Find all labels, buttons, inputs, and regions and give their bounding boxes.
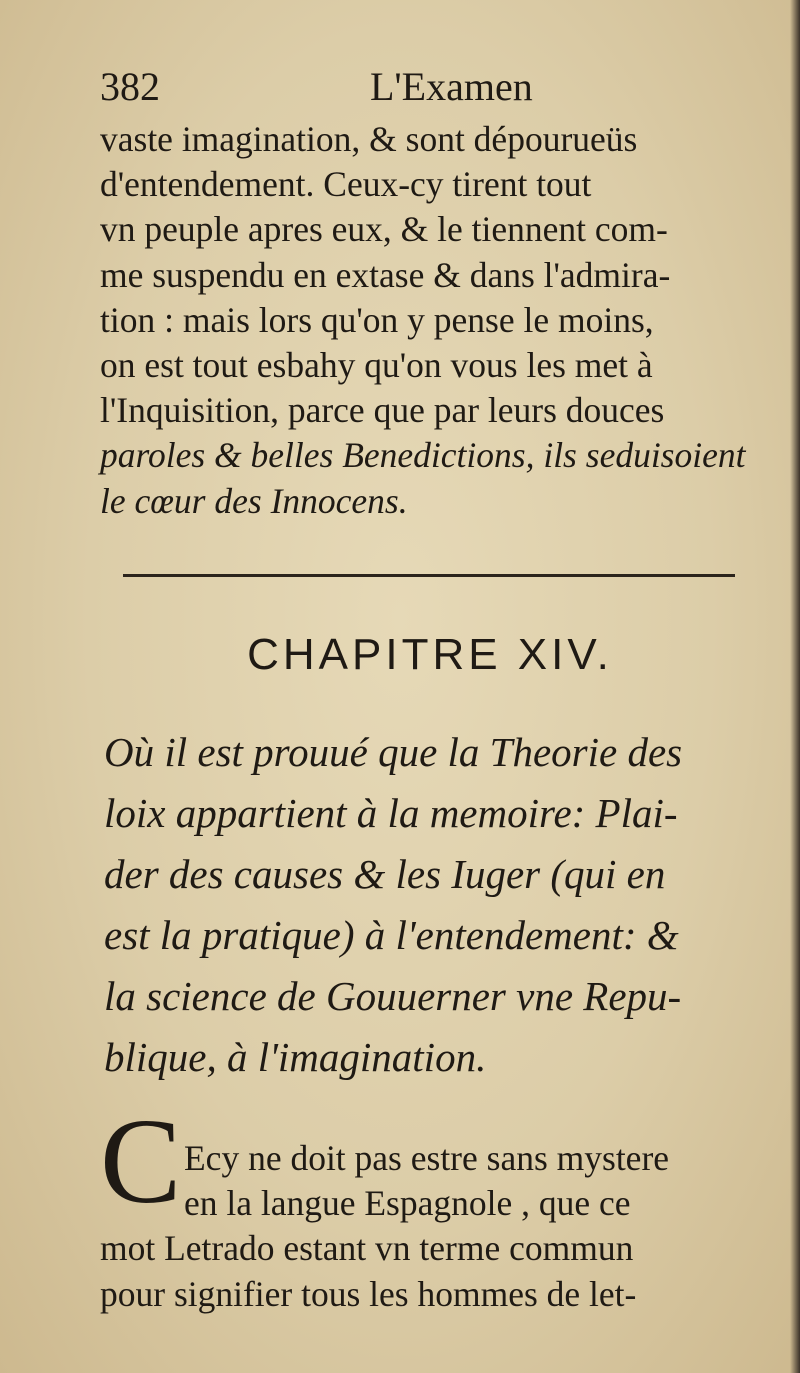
text-line: Ecy ne doit pas estre sans mystere <box>184 1138 670 1178</box>
page-edge-shadow <box>790 0 800 1373</box>
drop-cap: C <box>100 1094 182 1229</box>
text-line: paroles & belles Benedictions, ils seduisoient <box>100 435 746 476</box>
summary-line: la science de Gouuerner vne Repu- <box>104 973 682 1019</box>
summary-line: loix appartient à la memoire: Plai- <box>104 790 678 836</box>
text-line: tion : mais lors qu'on y pense le moins, <box>100 299 654 340</box>
text-line: d'entendement. Ceux-cy tirent tout <box>100 164 592 205</box>
page-number: 382 <box>100 64 160 109</box>
text-line: mot Letrado estant vn terme commun <box>100 1228 634 1269</box>
summary-line: der des causes & les Iuger (qui en <box>104 851 666 897</box>
text-line: vaste imagination, & sont dépourueüs <box>100 119 638 159</box>
text-line: vn peuple apres eux, & le tiennent com- <box>100 209 668 250</box>
page-header <box>100 62 760 112</box>
chapter-summary <box>104 722 764 1088</box>
paragraph-1 <box>100 117 760 524</box>
text-line: pour signifier tous les hommes de let- <box>100 1273 637 1314</box>
chapter-title: CHAPITRE XIV. <box>247 630 613 679</box>
text-line: on est tout esbahy qu'on vous les met à <box>100 345 653 386</box>
summary-line: blique, à l'imagination. <box>104 1034 487 1080</box>
section-divider <box>123 574 735 577</box>
summary-line: est la pratique) à l'entendement: & <box>104 912 679 958</box>
text-line: l'Inquisition, parce que par leurs douces <box>100 390 665 431</box>
text-line: me suspendu en extase & dans l'admira- <box>100 254 671 295</box>
running-title: L'Examen <box>370 64 533 109</box>
paragraph-2 <box>100 1136 760 1317</box>
text-line: le cœur des Innocens. <box>100 480 408 521</box>
text-line: en la langue Espagnole , que ce <box>184 1183 631 1224</box>
summary-line: Où il est prouué que la Theorie des <box>104 729 683 775</box>
